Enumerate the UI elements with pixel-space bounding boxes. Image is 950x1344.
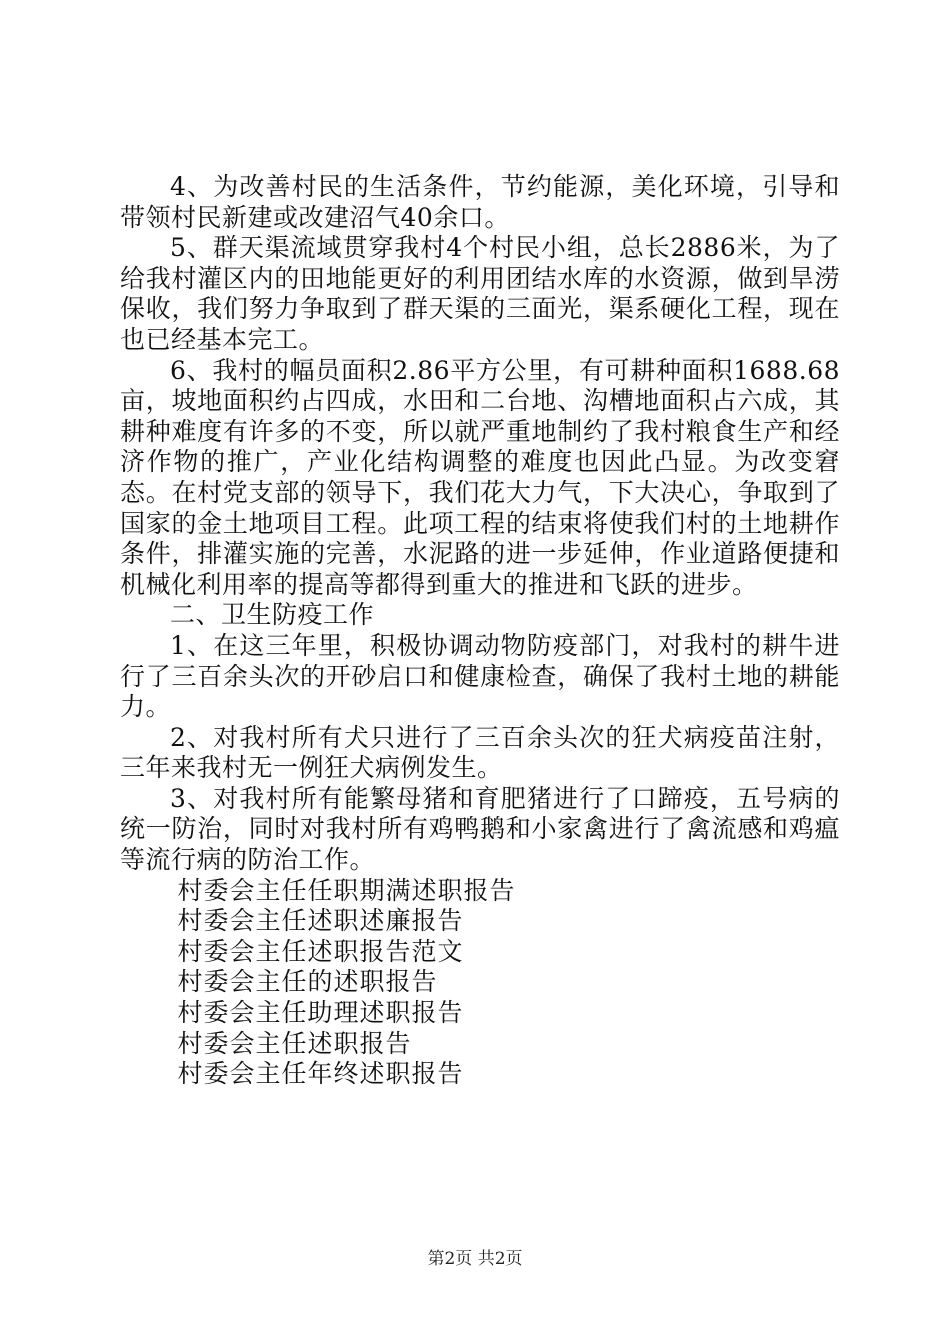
document-body [120, 172, 840, 1090]
related-link[interactable]: 村委会主任述职报告范文 [177, 936, 464, 966]
related-links [120, 876, 840, 1090]
paragraph-canal: 5、群天渠流域贯穿我村4个村民小组，总长2886米，为了给我村灌区内的田地能更好的利用团结水库的水资源，做到旱涝保收，我们努力争取到了群天渠的三面光，渠系硬化工程，现在也已经基本完工。 [120, 233, 840, 354]
page-footer [0, 1244, 950, 1269]
paragraph-biogas: 4、为改善村民的生活条件，节约能源，美化环境，引导和带领村民新建或改建沼气40余口。 [120, 172, 840, 232]
related-link[interactable]: 村委会主任述职报告 [177, 1028, 412, 1058]
paragraph-livestock: 3、对我村所有能繁母猪和育肥猪进行了口蹄疫，五号病的统一防治，同时对我村所有鸡鸭鹅和小家禽进行了禽流感和鸡瘟等流行病的防治工作。 [120, 783, 840, 875]
paragraph-cattle: 1、在这三年里，积极协调动物防疫部门，对我村的耕牛进行了三百余头次的开砂启口和健康检查，确保了我村土地的耕能力。 [120, 630, 840, 722]
related-link[interactable]: 村委会主任助理述职报告 [177, 998, 464, 1028]
related-link[interactable]: 村委会主任述职述廉报告 [177, 906, 464, 936]
related-link[interactable]: 村委会主任任职期满述职报告 [177, 875, 516, 905]
page-number: 第2页 共2页 [427, 1249, 523, 1269]
paragraph-rabies: 2、对我村所有犬只进行了三百余头次的狂犬病疫苗注射，三年来我村无一例狂犬病例发生。 [120, 722, 840, 783]
related-link[interactable]: 村委会主任的述职报告 [177, 967, 438, 997]
related-link[interactable]: 村委会主任年终述职报告 [177, 1059, 464, 1089]
paragraph-land-project: 6、我村的幅员面积2.86平方公里，有可耕种面积1688.68亩，坡地面积约占四成，水田和二台地、沟槽地面积占六成，其耕种难度有许多的不变，所以就严重地制约了我村粮食生产和经济作物的推广，产业化结构调整的难度也因此凸显。为改变窘态。在村党支部的领导下，我们花大力气，下大决心，争取到了国家的金土地项目工程。此项工程的结束将使我们村的土地耕作条件，排灌实施的完善，水泥路的进一步延伸，作业道路便捷和机械化利用率的提高等都得到重大的推进和飞跃的进步。 [120, 355, 840, 599]
section-heading-health: 二、卫生防疫工作 [170, 600, 375, 630]
